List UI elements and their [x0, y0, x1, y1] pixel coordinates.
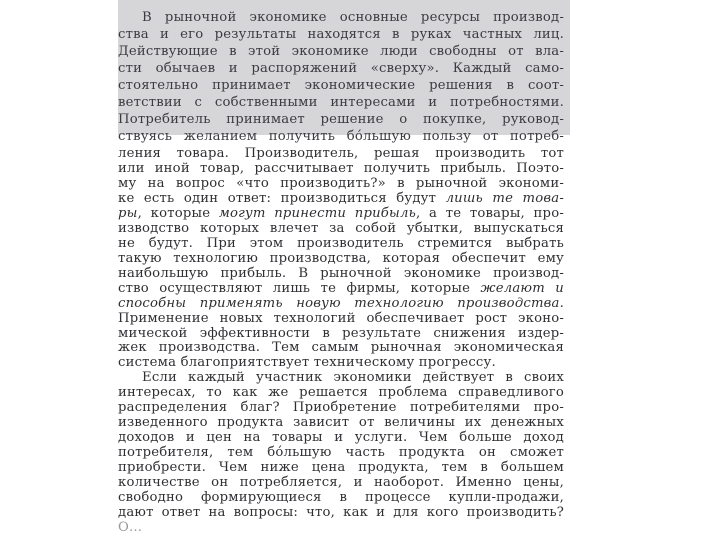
text-line: приобрести. Чем ниже цена продукта, тем в большем — [118, 460, 564, 476]
text-line: ления товара. Производитель, решая производить тот — [118, 146, 564, 161]
text-line: или иной товар, рассчитывает получить прибыль. Поэто- — [118, 160, 564, 176]
italic-emphasis: лишь те това- — [445, 190, 565, 206]
text-line: ры, которые могут принести прибыль, а те товары, про- — [118, 205, 564, 221]
text-line: распределения благ? Приобретение потребителями про- — [118, 400, 564, 416]
textbook-page — [118, 0, 570, 540]
text-line: ства и его результаты находятся в руках частных лиц. — [118, 27, 564, 42]
text-line: му на вопрос «что производить?» в рыночной экономи- — [118, 175, 564, 191]
text-line: система благоприятствует техническому прогрессу. — [118, 355, 496, 371]
text-line: наибольшую прибыль. В рыночной экономике производ- — [118, 265, 564, 281]
text-line: не будут. При этом производитель стремится выбрать — [118, 235, 564, 251]
text-line: такую технологию производства, которая обеспечит ему — [118, 250, 564, 266]
text-line: свободно формирующиеся в процессе купли-продажи, — [118, 490, 564, 506]
italic-emphasis: могут принести прибыль — [218, 205, 416, 221]
text-line: ствуясь желанием получить бо́льшую пользу от потреб- — [118, 129, 564, 144]
text-line: В рыночной экономике основные ресурсы производ- — [142, 10, 564, 25]
text-line: ке есть один ответ: производиться будут лишь те това- — [118, 190, 565, 206]
text-line: интересах, то как же решается проблема справедливого — [118, 385, 564, 401]
text-line: изводство которых влечет за собой убытки, выпускаться — [118, 220, 564, 236]
italic-emphasis: ры — [118, 205, 138, 221]
text-line: жек производства. Тем самым рыночная экономическая — [118, 340, 564, 356]
text-line: Если каждый участник экономики действует в своих — [142, 370, 564, 386]
text-line: О... — [118, 520, 143, 535]
text-line: Применение новых технологий обеспечивает рост эконо- — [118, 310, 564, 326]
text-line: сти обычаев и распоряжений «сверху». Каждый само- — [118, 61, 564, 76]
text-line: дают ответ на вопросы: что, как и для кого производить? — [118, 505, 564, 521]
text-line: ство осуществляют лишь те фирмы, которые желают и — [118, 280, 564, 296]
text-line: количестве он потребляется, и наоборот. Именно цены, — [118, 475, 564, 491]
text-line: потребителя, тем бо́льшую часть продукта он сможет — [118, 445, 564, 461]
text-line: стоятельно принимает экономические решения в соот- — [118, 78, 564, 93]
text-line: доходов и цен на товары и услуги. Чем больше доход — [118, 430, 564, 446]
text-line: изведенного продукта зависит от величины их денежных — [118, 415, 564, 431]
text-line: Действующие в этой экономике люди свободны от вла- — [118, 44, 564, 59]
text-line: ветствии с собственными интересами и потребностями. — [118, 95, 564, 110]
text-line: Потребитель принимает решение о покупке, руковод- — [118, 112, 564, 127]
italic-emphasis: способны применять новую технологию производства. — [118, 295, 564, 311]
italic-emphasis: желают и — [480, 280, 564, 296]
text-line: мической эффективности в результате снижения издер- — [118, 325, 564, 341]
